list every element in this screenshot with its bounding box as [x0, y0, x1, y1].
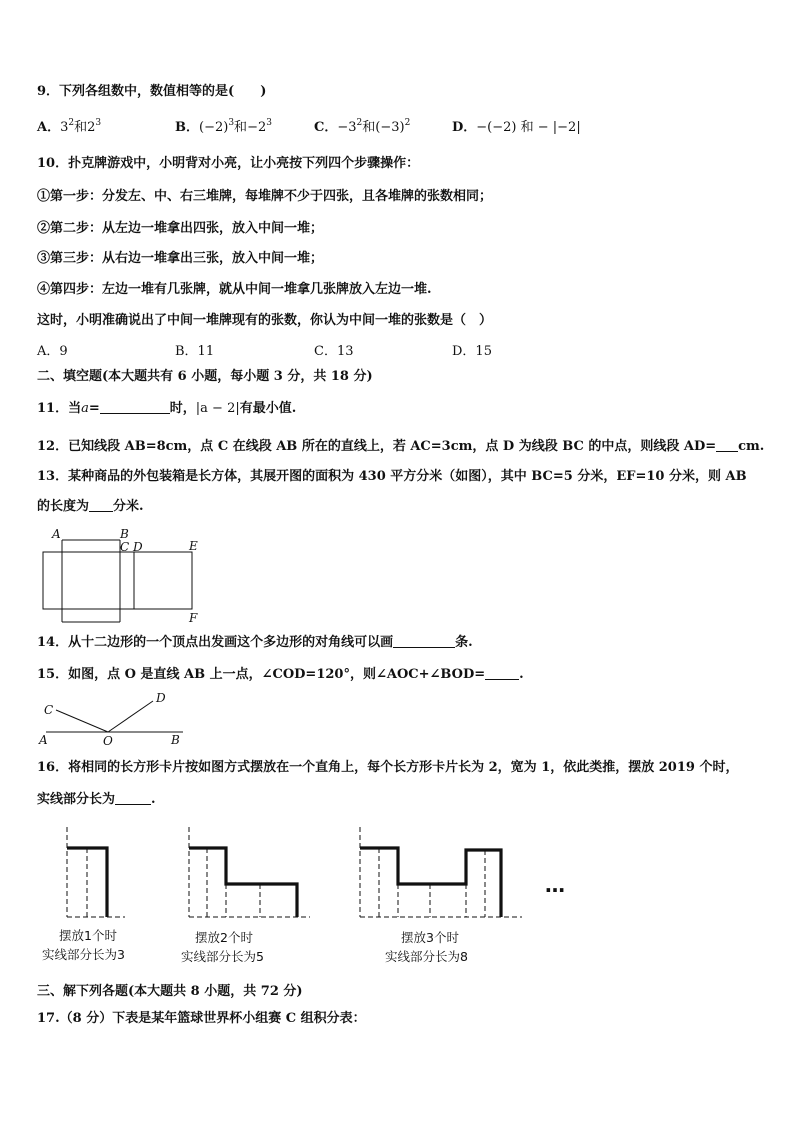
q10-option-a: A．9 — [37, 344, 68, 359]
q13-label-e: E — [189, 539, 198, 553]
q9-option-a: A．$3^2$和$2^3$ — [37, 118, 102, 135]
q13-label-b: B — [120, 527, 129, 541]
q10-step1: ①第一步：分发左、中、右三堆牌，每堆牌不少于四张，且各堆牌的张数相同； — [37, 189, 493, 204]
q11: 11．当a= 时，|a − 2|有最小值. — [37, 401, 297, 416]
q12: 12．已知线段 AB=8cm，点 C 在线段 AB 所在的直线上，若 AC=3cm，点 D 为线段 BC 的中点，则线段 AD= cm. — [37, 439, 765, 454]
q10-question: 这时，小明准确说出了中间一堆牌现有的张数，你认为中间一堆的张数是（ ） — [37, 313, 493, 328]
q16-answer-blank — [115, 791, 151, 805]
section-3-heading: 三、解下列各题(本大题共 8 小题，共 72 分) — [37, 984, 303, 999]
q15-angle-figure — [36, 688, 186, 750]
q16-fig2-caption-line2: 实线部分长为5 — [181, 949, 264, 964]
q10-option-c: C．13 — [314, 344, 354, 359]
q16-fig3-caption-line2: 实线部分长为8 — [385, 949, 468, 964]
q9-stem: 9．下列各组数中，数值相等的是( ) — [37, 84, 267, 99]
q16-fig3-caption-line1: 摆放3个时 — [401, 930, 459, 945]
q13-line2: 的长度为 分米. — [37, 499, 144, 514]
q11-answer-blank — [100, 400, 170, 414]
q16-fig1-caption-line1: 摆放1个时 — [59, 928, 117, 943]
section-2-heading: 二、填空题(本大题共有 6 小题，每小题 3 分，共 18 分) — [37, 369, 373, 384]
q15-label-o: O — [103, 734, 113, 748]
q16-fig3-solid-line — [360, 848, 501, 917]
q16-ellipsis: … — [545, 873, 565, 897]
q13-label-c: C — [120, 540, 130, 554]
q17: 17.（8 分）下表是某年篮球世界杯小组赛 C 组积分表： — [37, 1011, 366, 1026]
q13-label-d: D — [133, 540, 143, 554]
q16-card-figures — [0, 820, 794, 970]
q9-option-d: D．−(−2) 和 − |−2| — [452, 120, 581, 135]
q9-option-c: C．$-3^2$和$(-3)^2$ — [314, 118, 411, 135]
q16-fig2-caption-line1: 摆放2个时 — [195, 930, 253, 945]
q10-stem: 10．扑克牌游戏中，小明背对小亮，让小亮按下列四个步骤操作： — [37, 156, 420, 171]
q13-line1: 13．某种商品的外包装箱是长方体，其展开图的面积为 430 平方分米（如图），其中 BC=5 分米，EF=10 分米，则 AB — [37, 469, 747, 484]
q13-unfolded-box-figure — [36, 526, 216, 626]
q16-fig2-solid-line — [189, 848, 297, 917]
q10-step4: ④第四步：左边一堆有几张牌，就从中间一堆拿几张牌放入左边一堆. — [37, 282, 432, 297]
q15-label-b: B — [171, 733, 180, 747]
q13-answer-blank — [89, 498, 113, 512]
q14: 14．从十二边形的一个顶点出发画这个多边形的对角线可以画 条. — [37, 635, 473, 650]
q12-answer-blank — [716, 438, 738, 452]
q15-label-d: D — [156, 691, 166, 705]
q16-fig1-caption-line2: 实线部分长为3 — [42, 947, 125, 962]
q13-label-a: A — [52, 527, 61, 541]
q16-line2: 实线部分长为 . — [37, 792, 156, 807]
q13-label-f: F — [189, 611, 198, 625]
q15-label-c: C — [44, 703, 54, 717]
q15: 15．如图，点 O 是直线 AB 上一点，∠COD=120°，则∠AOC+∠BOD= . — [37, 667, 524, 682]
q10-option-b: B．11 — [175, 344, 215, 359]
q16-line1: 16．将相同的长方形卡片按如图方式摆放在一个直角上，每个长方形卡片长为 2，宽为 1，依此类推，摆放 2019 个时， — [37, 760, 739, 775]
q10-step2: ②第二步：从左边一堆拿出四张，放入中间一堆； — [37, 221, 324, 236]
q14-answer-blank — [393, 634, 455, 648]
q15-answer-blank — [485, 666, 519, 680]
q9-option-b: B．$(-2)^3$和$-2^3$ — [175, 118, 272, 135]
q15-label-a: A — [39, 733, 48, 747]
q10-step3: ③第三步：从右边一堆拿出三张，放入中间一堆； — [37, 251, 324, 266]
q10-option-d: D．15 — [452, 344, 492, 359]
